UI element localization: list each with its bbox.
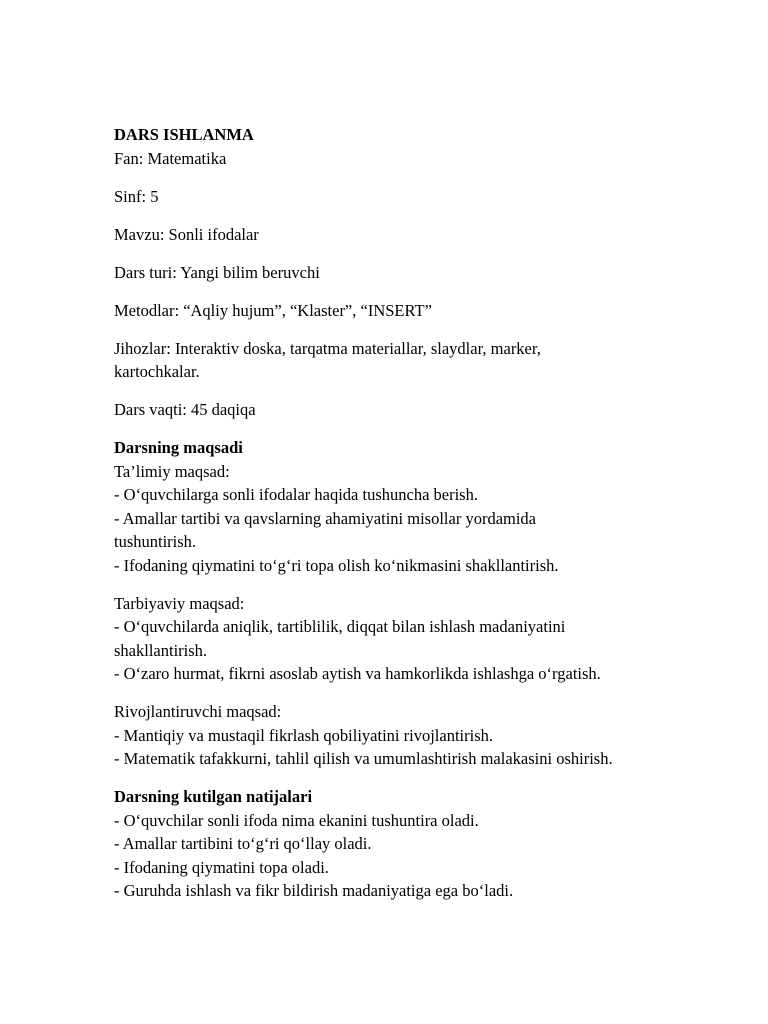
outcome-item: - Guruhda ishlash va fikr bildirish madaniyatiga ega bo‘ladi.	[114, 881, 514, 900]
objectives-heading: Darsning maqsadi	[114, 438, 243, 457]
upbringing-objective-label: Tarbiyaviy maqsad:	[114, 593, 245, 613]
header-block	[114, 123, 714, 170]
document-page	[114, 123, 714, 903]
methods-line: Metodlar: “Aqliy hujum”, “Klaster”, “INSERT”	[114, 300, 432, 320]
document-title: DARS ISHLANMA	[114, 125, 254, 144]
equipment-paragraph	[114, 337, 714, 384]
upbringing-objective-item: shakllantirish.	[114, 640, 208, 660]
topic-line: Mavzu: Sonli ifodalar	[114, 224, 259, 244]
upbringing-objectives	[114, 592, 714, 686]
developmental-objective-label: Rivojlantiruvchi maqsad:	[114, 702, 282, 721]
upbringing-objective-item: - O‘zaro hurmat, fikrni asoslab aytish va hamkorlikda ishlashga o‘rgatish.	[114, 664, 601, 683]
grade-paragraph	[114, 185, 714, 209]
outcomes-section	[114, 785, 714, 903]
lesson-type-paragraph	[114, 261, 714, 285]
educational-objective-item: - Ifodaning qiymatini to‘g‘ri topa olish ko‘nikmasini shakllantirish.	[114, 555, 559, 575]
duration-line: Dars vaqti: 45 daqiqa	[114, 400, 256, 419]
developmental-objectives	[114, 700, 714, 771]
equipment-line: kartochkalar.	[114, 362, 200, 381]
developmental-objective-item: - Mantiqiy va mustaqil fikrlash qobiliyatini rivojlantirish.	[114, 725, 493, 745]
outcome-item: - O‘quvchilar sonli ifoda nima ekanini tushuntira oladi.	[114, 810, 479, 830]
educational-objective-item: tushuntirish.	[114, 532, 197, 551]
outcome-item: - Ifodaning qiymatini topa oladi.	[114, 857, 329, 877]
upbringing-objective-item: - O‘quvchilarda aniqlik, tartiblilik, diqqat bilan ishlash madaniyatini	[114, 617, 566, 636]
educational-objective-label: Ta’limiy maqsad:	[114, 461, 230, 481]
objectives-section	[114, 436, 714, 577]
lesson-type-line: Dars turi: Yangi bilim beruvchi	[114, 262, 320, 282]
outcomes-heading: Darsning kutilgan natijalari	[114, 787, 313, 806]
equipment-line: Jihozlar: Interaktiv doska, tarqatma materiallar, slaydlar, marker,	[114, 338, 541, 358]
methods-paragraph	[114, 299, 714, 323]
grade-line: Sinf: 5	[114, 186, 159, 206]
educational-objective-item: - O‘quvchilarga sonli ifodalar haqida tushuncha berish.	[114, 485, 478, 504]
educational-objective-item: - Amallar tartibi va qavslarning ahamiyatini misollar yordamida	[114, 508, 537, 528]
outcome-item: - Amallar tartibini to‘g‘ri qo‘llay oladi.	[114, 834, 372, 853]
developmental-objective-item: - Matematik tafakkurni, tahlil qilish va umumlashtirish malakasini oshirish.	[114, 749, 613, 768]
topic-paragraph	[114, 223, 714, 247]
duration-paragraph	[114, 398, 714, 422]
subject-line: Fan: Matematika	[114, 148, 227, 168]
